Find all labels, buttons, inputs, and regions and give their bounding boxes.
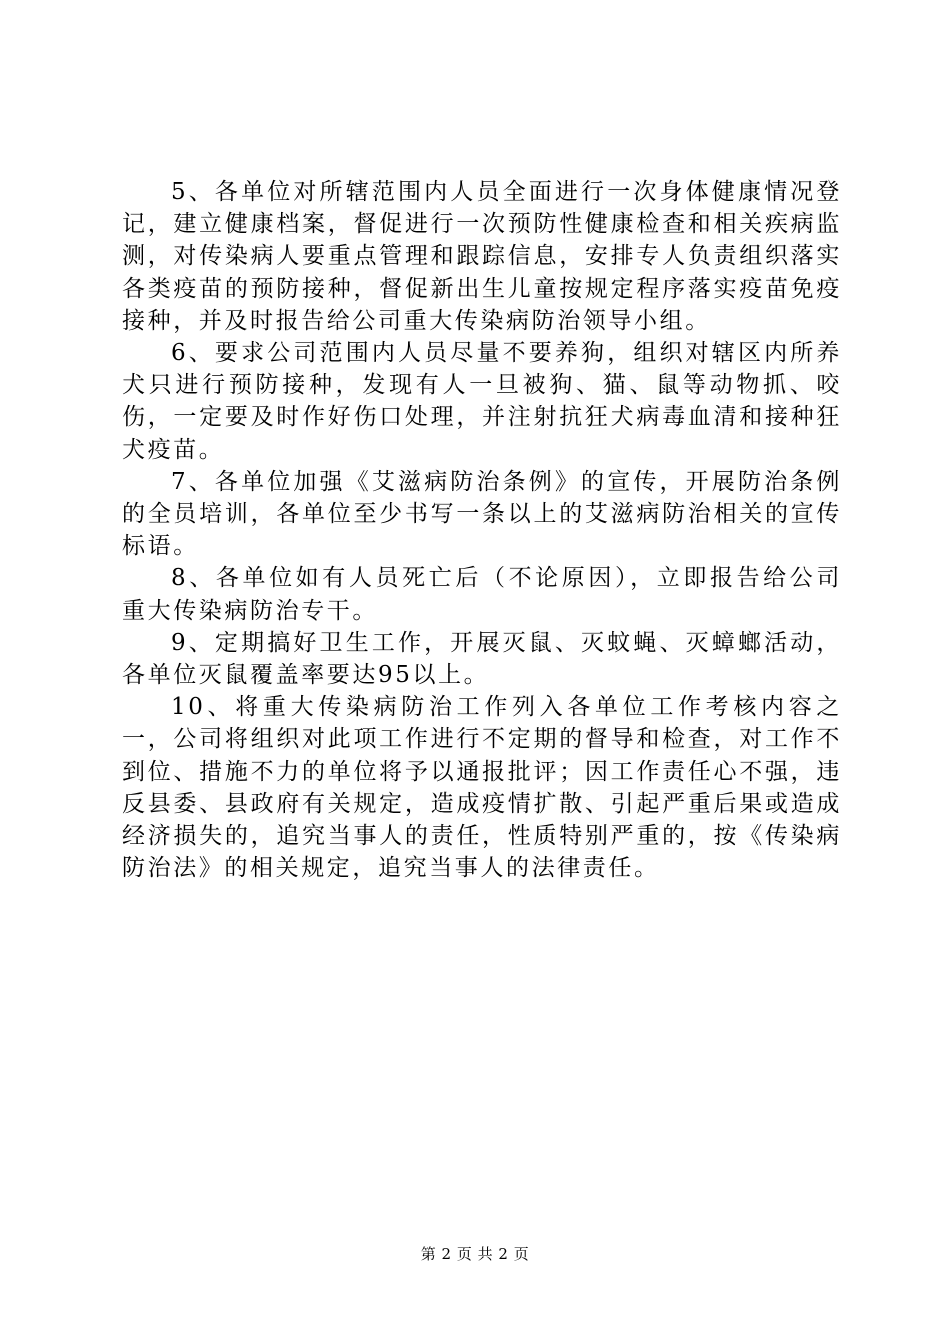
page-number-footer: 第 2 页 共 2 页 <box>420 1245 530 1263</box>
paragraph-item-9: 9、定期搞好卫生工作，开展灭鼠、灭蚊蝇、灭蟑螂活动，各单位灭鼠覆盖率要达95以上。 <box>122 629 842 689</box>
document-body <box>122 176 842 884</box>
paragraph-item-8: 8、各单位如有人员死亡后（不论原因），立即报告给公司重大传染病防治专干。 <box>122 565 842 624</box>
paragraph-item-10: 10、将重大传染病防治工作列入各单位工作考核内容之一，公司将组织对此项工作进行不定期的督导和检查，对工作不到位、措施不力的单位将予以通报批评；因工作责任心不强，违反县委、县政府有关规定，造成疫情扩散、引起严重后果或造成经济损失的，追究当事人的责任，性质特别严重的，按《传染病防治法》的相关规定，追究当事人的法律责任。 <box>122 694 842 882</box>
paragraph-item-7: 7、各单位加强《艾滋病防治条例》的宣传，开展防治条例的全员培训，各单位至少书写一条以上的艾滋病防治相关的宣传标语。 <box>122 468 842 560</box>
paragraph-item-6: 6、要求公司范围内人员尽量不要养狗，组织对辖区内所养犬只进行预防接种，发现有人一旦被狗、猫、鼠等动物抓、咬伤，一定要及时作好伤口处理，并注射抗狂犬病毒血清和接种狂犬疫苗。 <box>122 340 842 463</box>
paragraph-item-5: 5、各单位对所辖范围内人员全面进行一次身体健康情况登记，建立健康档案，督促进行一次预防性健康检查和相关疾病监测，对传染病人要重点管理和跟踪信息，安排专人负责组织落实各类疫苗的预防接种，督促新出生儿童按规定程序落实疫苗免疫接种，并及时报告给公司重大传染病防治领导小组。 <box>122 179 842 334</box>
